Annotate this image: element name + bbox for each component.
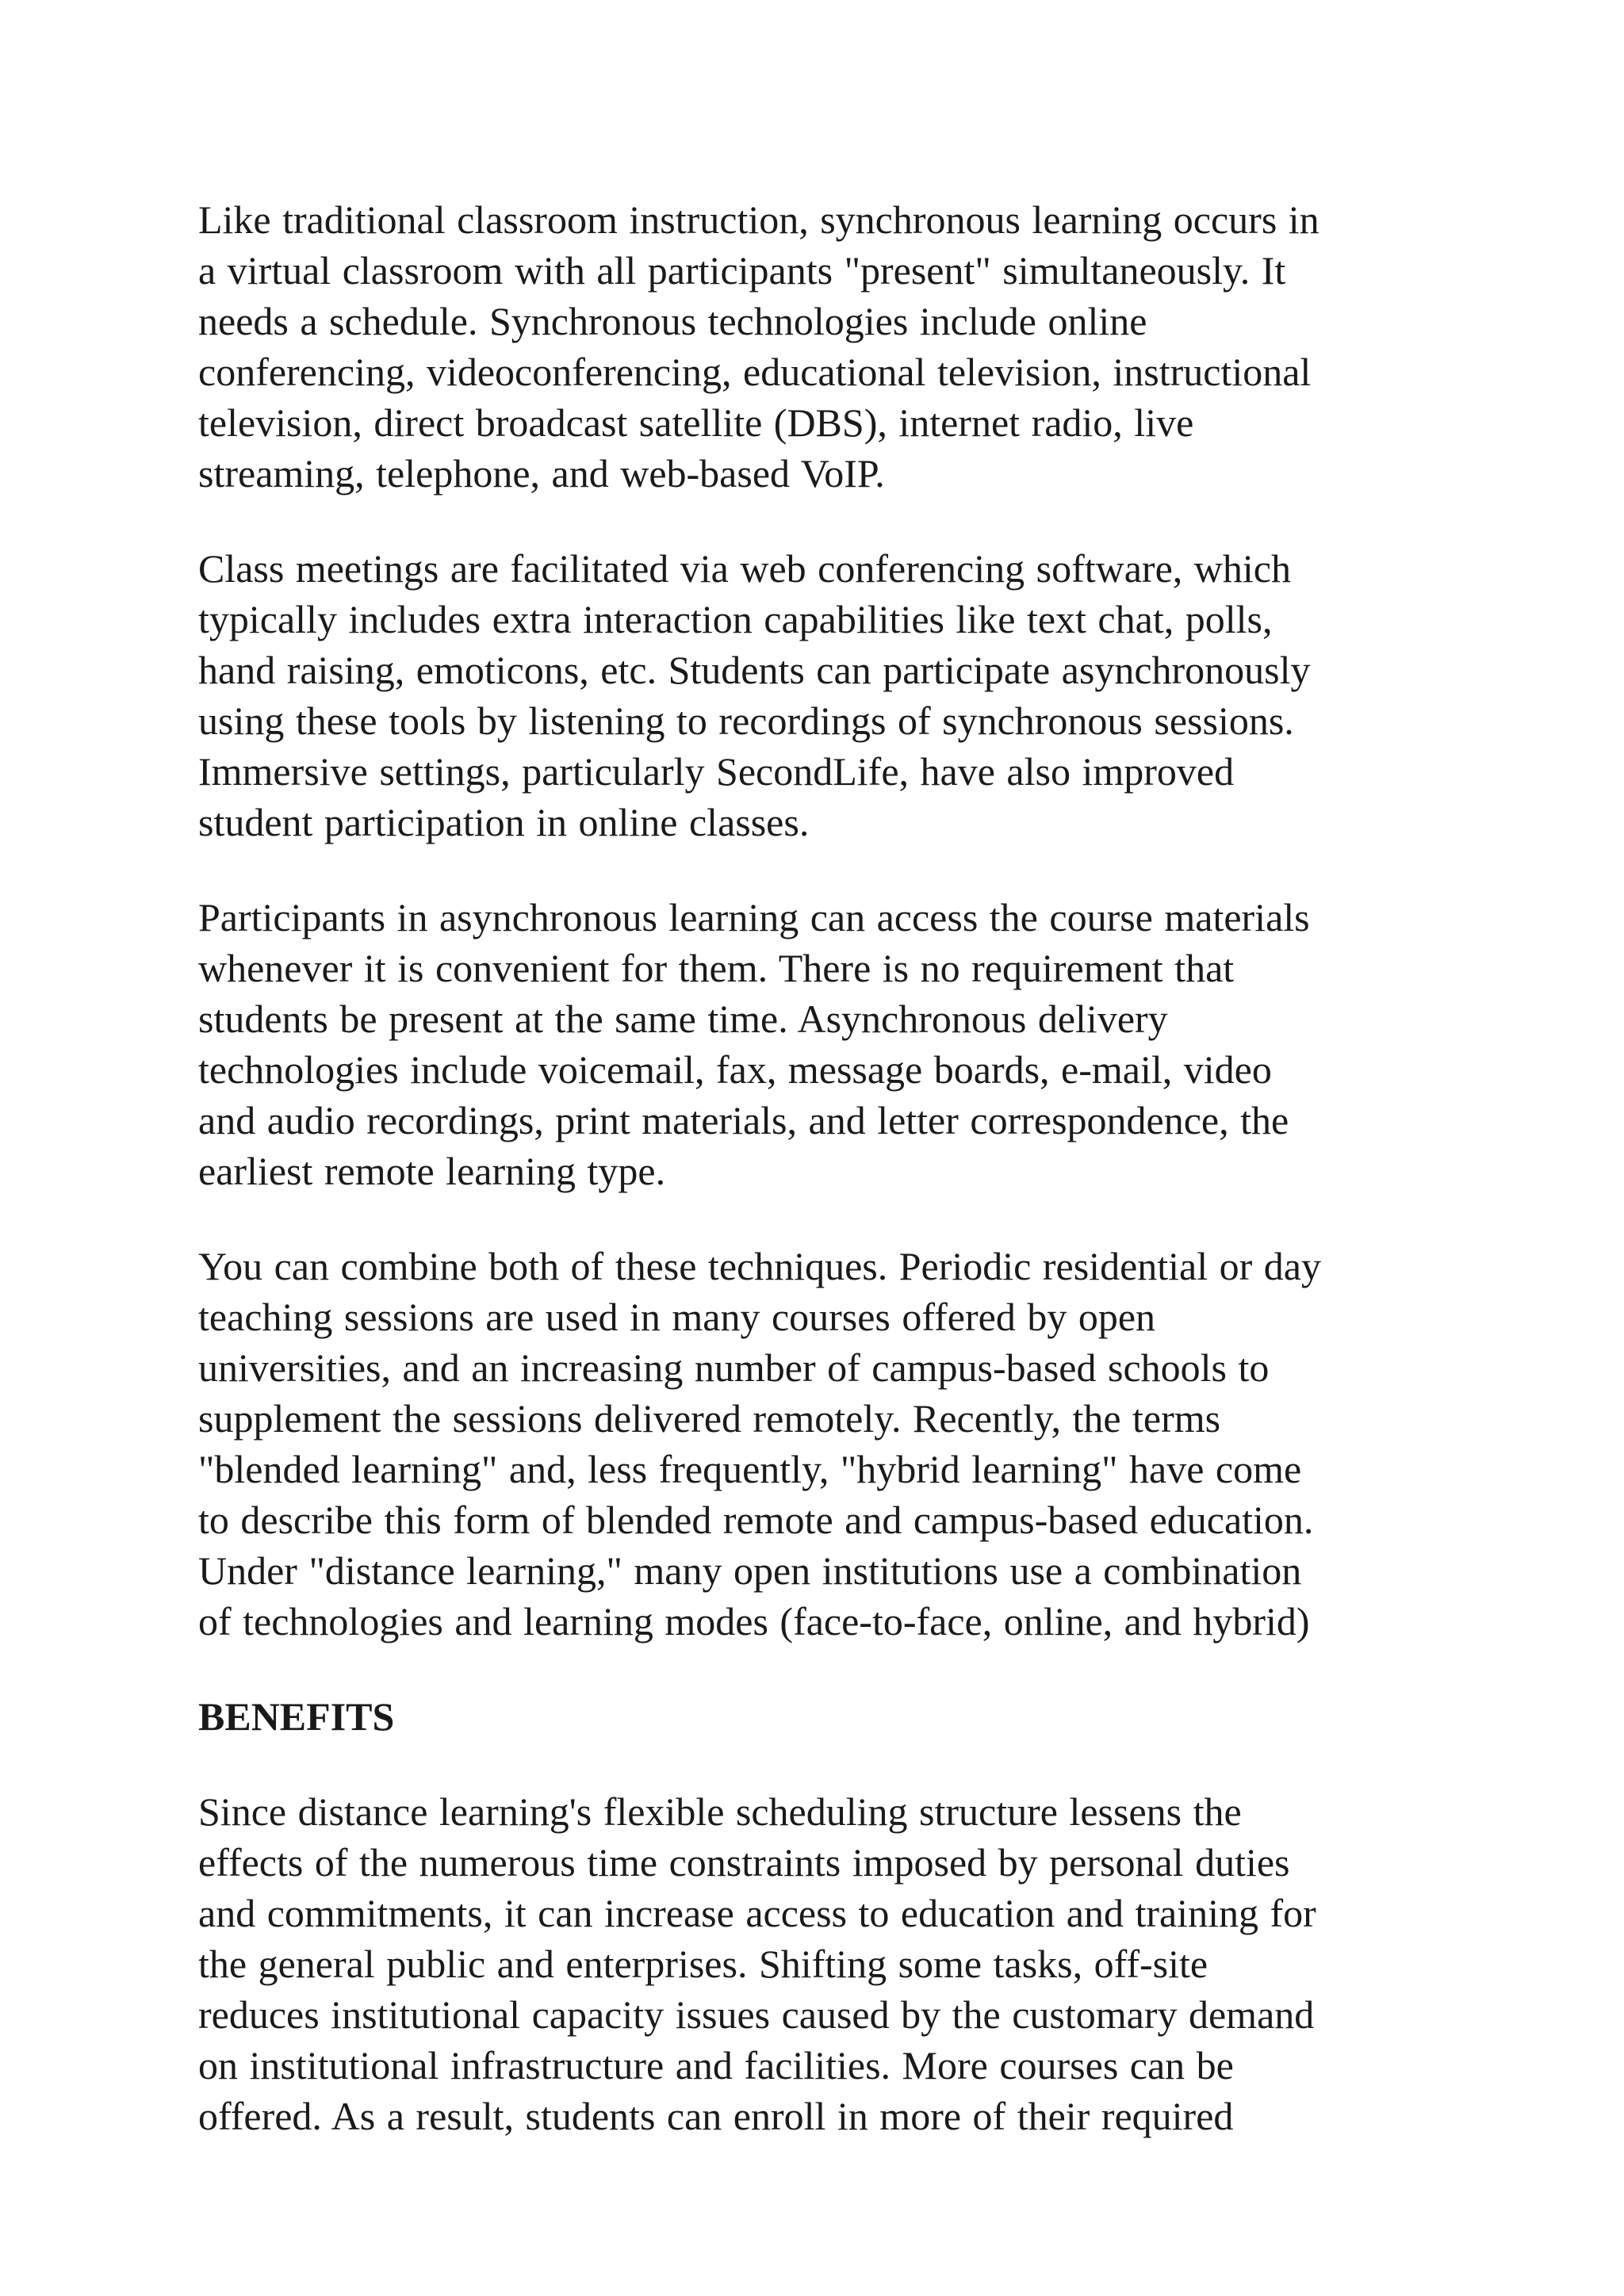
paragraph-class-meetings: Class meetings are facilitated via web conferencing software, which typically includes extra interaction capabilities like text chat, polls, hand raising, emoticons, etc. Students can participate asynchronously using these tools by listening to recordings of synchronous sessions. Immersive settings, particularly SecondLife, have also improved student participation in online classes. <box>198 546 1311 844</box>
paragraph-combined-techniques: You can combine both of these techniques. Periodic residential or day teaching sessions are used in many courses offered by open universities, and an increasing number of campus-based schools to supplement the sessions delivered remotely. Recently, the terms "blended learning" and, less frequently, "hybrid learning" have come to describe this form of blended remote and campus-based education. Under "distance learning," many open institutions use a combination of technologies and learning modes (face-to-face, online, and hybrid) <box>198 1244 1321 1644</box>
section-heading-benefits: BENEFITS <box>198 1694 395 1739</box>
paragraph-synchronous-learning: Like traditional classroom instruction, synchronous learning occurs in a virtual classroom with all participants "present" simultaneously. It needs a schedule. Synchronous technologies include online conferencing, videoconferencing, educational television, instructional television, direct broadcast satellite (DBS), internet radio, live streaming, telephone, and web-based VoIP. <box>198 197 1320 496</box>
document-body <box>198 194 1451 2186</box>
paragraph-benefits: Since distance learning's flexible scheduling structure lessens the effects of the numerous time constraints imposed by personal duties and commitments, it can increase access to education and training for the general public and enterprises. Shifting some tasks, off-site reduces institutional capacity issues caused by the customary demand on institutional infrastructure and facilities. More courses can be offered. As a result, students can enroll in more of their required <box>198 1789 1316 2138</box>
paragraph-asynchronous-learning: Participants in asynchronous learning can access the course materials whenever it is convenient for them. There is no requirement that students be present at the same time. Asynchronous delivery technologies include voicemail, fax, message boards, e-mail, video and audio recordings, print materials, and letter correspondence, the earliest remote learning type. <box>198 895 1310 1193</box>
